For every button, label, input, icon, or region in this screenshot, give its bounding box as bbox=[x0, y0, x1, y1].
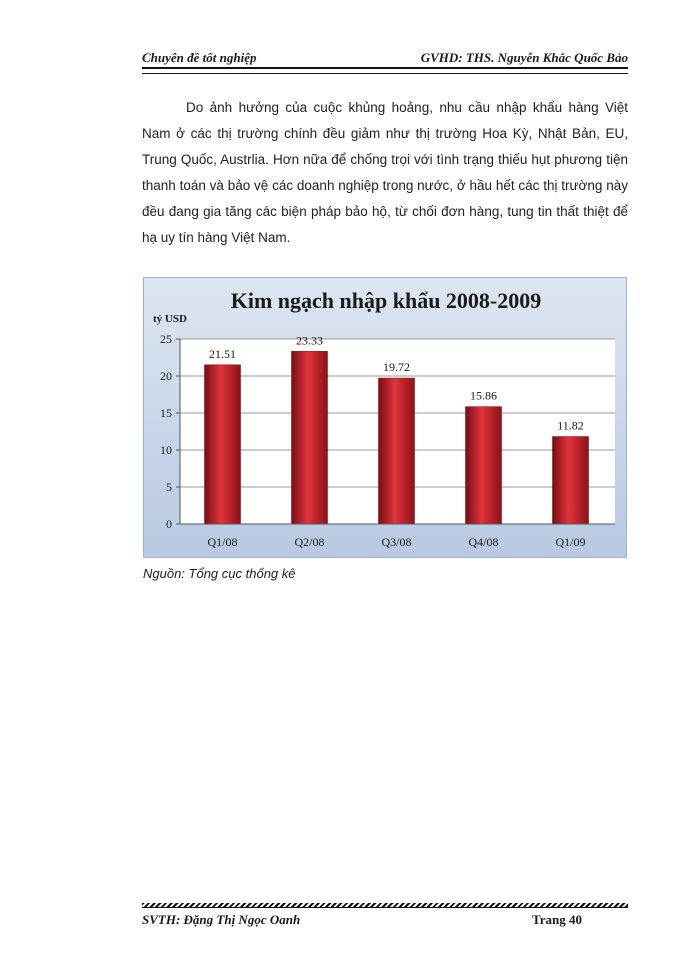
import-chart bbox=[144, 278, 628, 559]
bar-q1-08 bbox=[205, 365, 241, 524]
header-divider bbox=[142, 67, 628, 74]
bar-value-label: 19.72 bbox=[383, 360, 410, 375]
y-axis-label: tỷ USD bbox=[153, 313, 187, 325]
footer-divider bbox=[142, 903, 628, 908]
chart-container bbox=[143, 277, 627, 558]
x-tick-label: Q4/08 bbox=[468, 535, 499, 549]
chart-title: Kim ngạch nhập khẩu 2008-2009 bbox=[230, 288, 542, 313]
y-tick-label: 20 bbox=[160, 369, 172, 383]
page-footer bbox=[142, 912, 582, 928]
bar-q4-08 bbox=[466, 407, 502, 524]
header-supervisor: GVHD: THS. Nguyễn Khắc Quốc Bảo bbox=[420, 50, 628, 65]
x-tick-label: Q1/09 bbox=[555, 535, 586, 549]
page-header bbox=[142, 50, 628, 66]
bar-value-label: 15.86 bbox=[470, 388, 497, 403]
x-tick-label: Q1/08 bbox=[207, 535, 238, 549]
y-tick-label: 25 bbox=[160, 332, 172, 346]
y-tick-label: 15 bbox=[160, 406, 172, 420]
y-tick-label: 10 bbox=[160, 443, 172, 457]
footer-page-number: Trang 40 bbox=[532, 912, 582, 927]
bar-value-label: 11.82 bbox=[557, 418, 584, 433]
bar-value-label: 23.33 bbox=[296, 333, 323, 348]
body-paragraph: Do ảnh hưởng của cuộc khủng hoảng, nhu cầu nhập khẩu hàng Việt Nam ở các thị trường chính đều giảm như thị trường Hoa Kỳ, Nhật Bản, EU, Trung Quốc, Austrlia. Hơn nữa để chống trọi với tình trạng thiếu hụt phương tiện thanh toán và bảo vệ các doanh nghiệp trong nước, ở hầu hết các thị trường này đều đang gia tăng các biện pháp bảo hộ, từ chối đơn hàng, tung tin thất thiệt để hạ uy tín hàng Việt Nam. bbox=[142, 100, 628, 245]
y-tick-label: 0 bbox=[166, 517, 172, 531]
source-note: Nguồn: Tổng cục thống kê bbox=[143, 566, 296, 581]
bar-value-label: 21.51 bbox=[209, 346, 236, 361]
x-tick-label: Q2/08 bbox=[294, 535, 325, 549]
bar-q3-08 bbox=[379, 378, 415, 524]
x-tick-label: Q3/08 bbox=[381, 535, 412, 549]
y-tick-label: 5 bbox=[166, 480, 172, 494]
header-report-title: Chuyên đề tốt nghiệp bbox=[142, 50, 257, 65]
footer-student-name: SVTH: Đặng Thị Ngọc Oanh bbox=[142, 912, 301, 927]
bar-q2-08 bbox=[292, 351, 328, 524]
bar-q1-09 bbox=[553, 437, 589, 524]
